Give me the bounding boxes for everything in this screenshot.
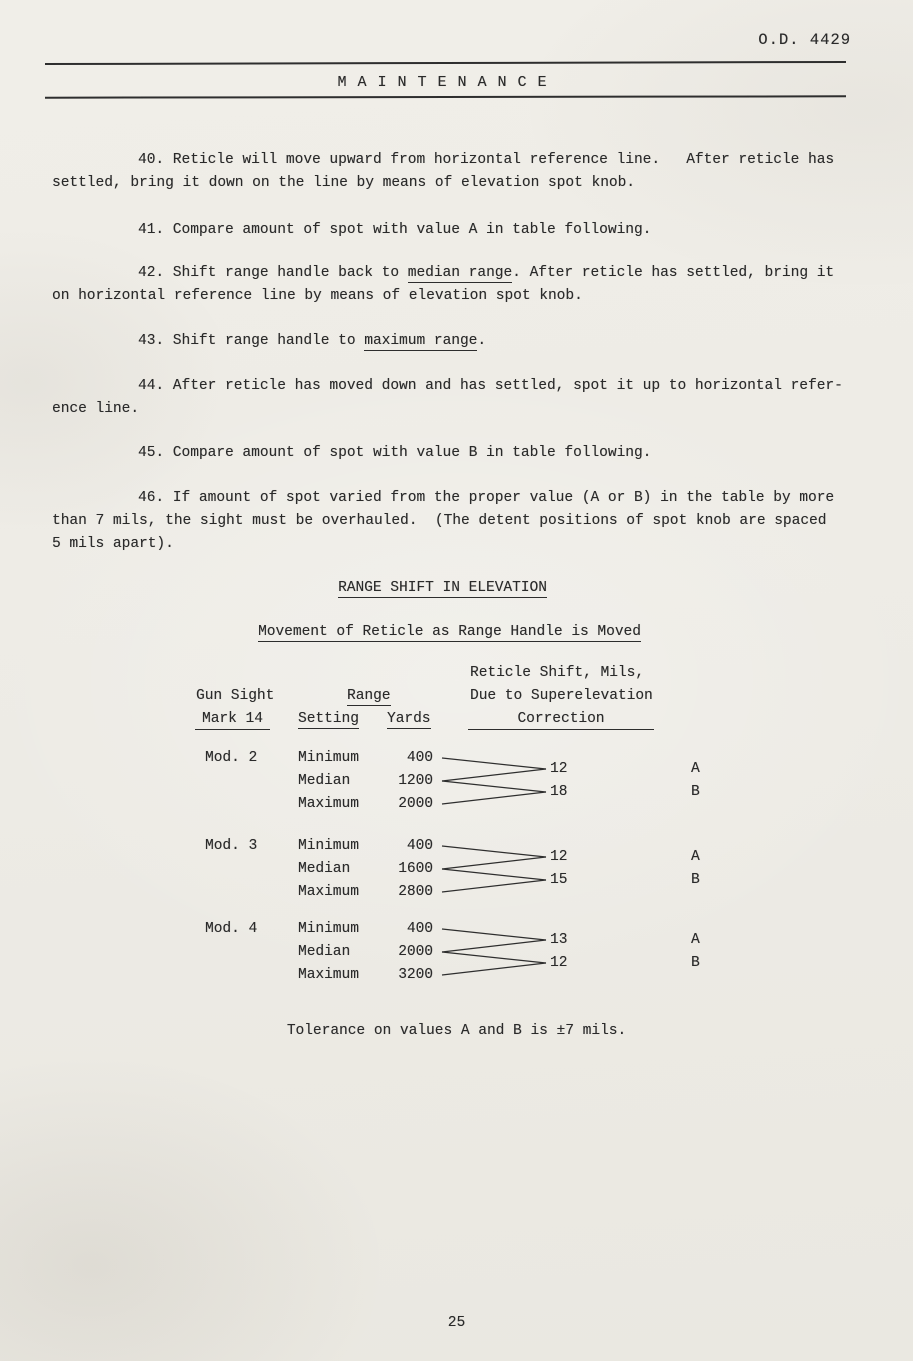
correction-letter: A [691, 932, 700, 948]
correction-letter: B [691, 872, 700, 888]
col-header-yards [387, 711, 431, 728]
header-rule-top [45, 61, 846, 65]
setting-cell: Maximum [298, 796, 359, 812]
paragraph-46 [52, 487, 858, 556]
shift-connector-lines [440, 921, 548, 983]
table-group-mod-4 [0, 921, 913, 985]
mod-label: Mod. 3 [205, 838, 258, 854]
paragraph-44 [52, 375, 858, 421]
setting-cell: Median [298, 773, 351, 789]
paragraph-text: 43. Shift range handle to [138, 333, 365, 349]
paragraph-line: 45. Compare amount of spot with value B in table following. [138, 445, 652, 461]
section-title-text: RANGE SHIFT IN ELEVATION [338, 580, 547, 596]
correction-letter: A [691, 761, 700, 777]
paragraph-line: 40. Reticle will move upward from horizontal reference line. After reticle has [138, 152, 835, 168]
underlined-term: maximum range [364, 333, 478, 349]
page-header-title: M A I N T E N A N C E [337, 74, 548, 91]
col-header-setting-text: Setting [298, 711, 359, 727]
col-header-yards-text: Yards [387, 711, 431, 727]
yards-cell: 2000 [398, 796, 433, 812]
paragraph-line: 44. After reticle has moved down and has settled, spot it up to horizontal refer- [138, 378, 843, 394]
paragraph-41 [52, 219, 858, 242]
shift-value: 12 [550, 761, 568, 777]
setting-cell: Median [298, 861, 351, 877]
yards-cell: 400 [406, 838, 433, 854]
col-header-setting [298, 711, 359, 728]
paragraph-line [52, 330, 858, 353]
mod-label: Mod. 4 [205, 921, 258, 937]
col-header-mark-14: Mark 14 [195, 711, 270, 730]
col-header-gun-sight: Gun Sight [196, 688, 275, 704]
paragraph-line: 41. Compare amount of spot with value A in table following. [138, 222, 652, 238]
doc-number: O.D. 4429 [758, 31, 851, 49]
setting-cell: Maximum [298, 884, 359, 900]
setting-cell: Maximum [298, 967, 359, 983]
paragraph-line: settled, bring it down on the line by means of elevation spot knob. [52, 175, 635, 191]
underlined-term: median range [407, 265, 513, 281]
table-subtitle [0, 621, 899, 644]
table-group-mod-2 [0, 750, 913, 814]
shift-value: 13 [550, 932, 568, 948]
yards-cell: 400 [406, 750, 433, 766]
section-title [0, 577, 885, 600]
setting-cell: Minimum [298, 750, 359, 766]
col-header-correction: Correction [468, 711, 654, 730]
paragraph-line: than 7 mils, the sight must be overhauled. (The detent positions of spot knob are spaced [52, 513, 827, 529]
shift-value: 12 [550, 849, 568, 865]
shift-connector-lines [440, 750, 548, 812]
col-header-reticle-shift-line2: Due to Superelevation [470, 688, 653, 704]
paragraph-45 [52, 442, 858, 465]
paragraph-text: 42. Shift range handle back to [138, 265, 408, 281]
paragraph-line: ence line. [52, 401, 140, 417]
shift-value: 18 [550, 784, 568, 800]
yards-cell: 3200 [398, 967, 433, 983]
yards-cell: 2800 [398, 884, 433, 900]
yards-cell: 1200 [398, 773, 433, 789]
mod-label: Mod. 2 [205, 750, 258, 766]
paragraph-line: 5 mils apart). [52, 536, 174, 552]
table-subtitle-text: Movement of Reticle as Range Handle is Moved [258, 624, 641, 640]
yards-cell: 400 [406, 921, 433, 937]
shift-connector-lines [440, 838, 548, 900]
table-group-mod-3 [0, 838, 913, 902]
correction-letter: B [691, 784, 700, 800]
paragraph-line [52, 262, 858, 285]
paragraph-text: . [477, 333, 487, 349]
setting-cell: Minimum [298, 921, 359, 937]
yards-cell: 2000 [398, 944, 433, 960]
paragraph-42 [52, 262, 858, 308]
page-number: 25 [447, 1315, 466, 1331]
header-rule-bottom [45, 95, 846, 98]
paragraph-40 [52, 149, 858, 195]
shift-value: 12 [550, 955, 568, 971]
shift-value: 15 [550, 872, 568, 888]
correction-letter: B [691, 955, 700, 971]
correction-letter: A [691, 849, 700, 865]
paragraph-43 [52, 330, 858, 353]
paragraph-text: . After reticle has settled, bring it [512, 265, 835, 281]
col-header-range-text: Range [347, 688, 391, 704]
setting-cell: Median [298, 944, 351, 960]
col-header-range [347, 688, 391, 705]
yards-cell: 1600 [398, 861, 433, 877]
setting-cell: Minimum [298, 838, 359, 854]
tolerance-note: Tolerance on values A and B is ±7 mils. [286, 1023, 627, 1039]
paragraph-line: on horizontal reference line by means of elevation spot knob. [52, 288, 583, 304]
paragraph-line: 46. If amount of spot varied from the proper value (A or B) in the table by more [138, 490, 835, 506]
col-header-reticle-shift-line1: Reticle Shift, Mils, [470, 665, 645, 681]
